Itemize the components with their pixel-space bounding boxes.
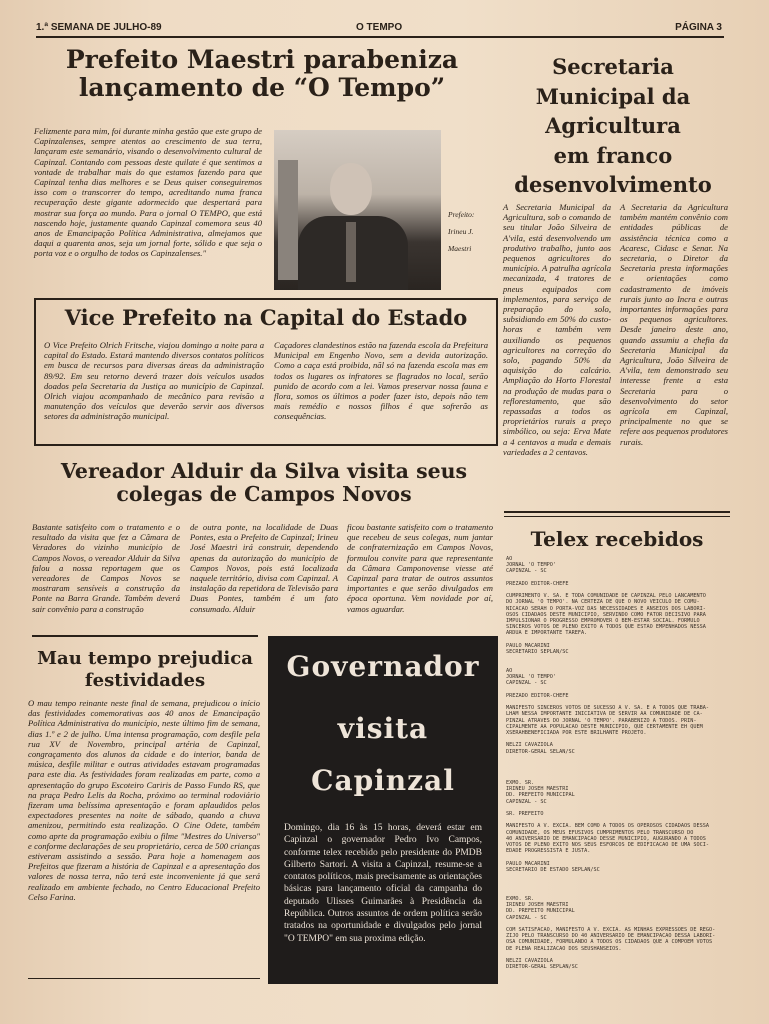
telex-rule-top2 bbox=[504, 516, 730, 517]
header-rule bbox=[36, 36, 724, 38]
headline-line: desenvolvimento bbox=[514, 172, 712, 197]
caption-line: Prefeito: bbox=[448, 210, 475, 219]
newspaper-name: O TEMPO bbox=[356, 22, 403, 33]
photo-caption bbox=[448, 206, 474, 257]
mayor-photo bbox=[274, 130, 441, 290]
article-vereador-col1: Bastante satisfeito com o tratamento e o resultado da visita que fez a Câmara de Veradores do vizinho município de Campos Novos, o vereador Alduir da Silva falou a nossa reportagem que os vereadores de Campos Novos se mostraram sensíveis a construção da Ponte na Barra Grande. Também deverá sair convênio para a construção bbox=[32, 522, 180, 614]
headline-line: festividades bbox=[84, 670, 206, 691]
face-shape bbox=[330, 163, 372, 215]
article-agricultura-col2: A Secretaria da Agricultura também mantém convênio com entidades públicas de assistência técnica como a Acaresc, Cidasc e Senar. Na secretaria, o Diretor da Secretaria presta informações e orientações como cadastramento de imóveis rurais junto ao Incra e outras importantes informações para os pequenos agricultores. Desde janeiro deste ano, quando assumiu a chefia da Secretaria Municipal da Agricultura, João Silveira de A'vila, tem demonstrado seu interesse frente a esta Secretaria para o desenvolvimento do setor agrícola em Capinzal, principalmente no que se refere aos pequenos produtores rurais. bbox=[620, 202, 728, 447]
headline-line: lançamento de “O Tempo” bbox=[78, 73, 446, 102]
article-vice-prefeito-headline: Vice Prefeito na Capital do Estado bbox=[64, 305, 468, 330]
headline-line: Capinzal bbox=[311, 764, 455, 797]
article-vereador-col2: de outra ponte, na localidade de Duas Pontes, esta o Prefeito de Capinzal; Irineu José Maestri irá construir, dependendo apenas da autorização do município de Campos Novos, pois está localizada naquele território, divisa com Capinzal. A instalação da repetidora de Televisão para Duas Pontes, também é um fato consumado. Alduir bbox=[190, 522, 338, 614]
page-header bbox=[36, 22, 722, 36]
tie-shape bbox=[346, 222, 356, 282]
issue-date: 1.ª SEMANA DE JULHO-89 bbox=[36, 22, 162, 33]
headline-line: em franco bbox=[553, 142, 673, 168]
telex-message-1: AO JORNAL 'O TEMPO' CAPINZAL - SC PREZADO EDITOR-CHEFE CUMPRIMENTO V. SA. E TODA COMUNIDADE DE CAPINZAL PELO LANCAMENTO DO JORNAL 'O TEMPO'. NA CERTEZA DE QUE O NOVO VEICULO DE COMU- NICACAO SERAH O PORTA-VOZ DAS NECESSIDADES E ANSEIOS DOS LABORI- OSOS CIDADAOS DESTE MUNICIPIO, SERVINDO COMO FATOR DECISIVO PARA IMPULSIONAR O PROGRESSO EMPROMOVER O BEM-ESTAR SOCIAL. FORMULO SINCEROS VOTOS DE PLENO EXITO A TODOS QUE ESTAO EMPENHADOS NESSA ARDUA E IMPORTANTE TAREFA. PAULO MACARINI SECRETARIO SEPLAN/SC bbox=[506, 556, 706, 656]
headline-line: visita bbox=[337, 712, 429, 745]
article-agricultura-col1: A Secretaria Municipal da Agricultura, sob o comando de seu titular João Silveira de A'vila, está desenvolvendo um produtivo trabalho, junto aos pequenos agricultores do município. A patrulha agrícola mecanizada, 4 tratores de pneus equipados com implementos, para serviço de preparação do solo, subsidiando em 50% do custo-horas e também vem auxiliando os pequenos agricultores na correção do solo, pagando 50% da aquisição do calcário. Ampliação do Horto Florestal na produção de mudas para o reflorestamento, que são repassadas a todos os proprietários rurais a preço simbólico, ou seja: Erva Mate a 4 centavos a muda e demais variedades a 2 centavos. bbox=[503, 202, 611, 457]
article-vice-prefeito-box bbox=[34, 298, 498, 446]
caption-line: Irineu J. bbox=[448, 227, 474, 236]
telex-message-2: AO JORNAL 'O TEMPO' CAPINZAL - SC PREZADO EDITOR-CHEFE MANIFESTO SINCEROS VOTOS DE SUCESSO A V. SA. E A TODOS QUE TRABA- LHAM NESSA IMPORTANTE INICIATIVA DE SERVIR AA COMUNIDADE DE CA- PINZAL ATRAVES DO JORNAL 'O TEMPO'. PARABENIZO A TODOS. PRIN- CIPALMENTE AA POPULACAO DESTE MUNICIPIO, QUE CERTAMENTE EH QUEM XSERAHBENEFICIADA POR ESTE BRILHANTE PROJETO. NELZI CAVAZIOLA DIRETOR-GERAL SELAN/SC bbox=[506, 668, 710, 755]
article-governador-box bbox=[268, 636, 498, 984]
headline-line: colegas de Campos Novos bbox=[116, 481, 412, 506]
bottom-rule bbox=[28, 978, 260, 979]
flag-shape bbox=[278, 160, 298, 280]
page-number: PÁGINA 3 bbox=[675, 22, 722, 33]
article-agricultura-headline bbox=[506, 52, 720, 200]
article-cacadores-col2: Caçadores clandestinos estão na fazenda escola da Prefeitura Municipal em Engenho Novo, sem a devida autorização. Como a caça está proibida, nãl só na fazenda escola mas em todos os lugares os infratores se flagrados no local, serão punido de acordo com a lei. Vamos preservar nossa fauna e flora, somos os últimos a poder fazer isto, depois não tem mais remédio e nossos filhos é que sofrerão as consequências. bbox=[274, 340, 488, 422]
article-telex-headline: Telex recebidos bbox=[530, 527, 704, 551]
headline-line: Secretaria bbox=[552, 54, 674, 79]
article-vereador-headline bbox=[34, 460, 494, 506]
article-governador-body: Domingo, dia 16 às 15 horas, deverá estar em Capinzal o governador Pedro Ivo Campos, conforme telex recebido pelo presidente do PMDB Gilberto Sartori. A visita a Capinzal, resume-se a contatos políticos, mais precisamente as orientações básicas para lançamento oficial da campanha do deputado Ulisses Guimarães à Presidência da República. Outros assuntos de ordem política serão tratados na oportunidade e divulgados pelo jornal "O TEMPO" em sua proxima edição. bbox=[284, 823, 482, 944]
article-prefeito-body: Felizmente para mim, foi durante minha gestão que este grupo de Capinzalenses, sempre atentos ao crescimento de sua terra, lançaram este semanário, visando o desenvolvimento cultural de Capinzal. Contando com pessoas deste quilate é que sentimos a vontade de trabalhar mais do que estamos fazendo para que Capinzal tenha dias melhores e se Deus quiser conseguiremos isso com o transcorrer do tempo, acreditando numa franca recuperação deste gigante adormecido que despertará para mostrar sua força ao mundo. Para o jornal O TEMPO, que está nascendo hoje, justamente quando Capinzal comemora seus 40 anos de Emancipação Política Administrativa, almejamos que daqui a quarenta anos, seja um jornal forte, sólido e que seja o porta voz e o orgulho de todos os Capinzalenses." bbox=[34, 126, 262, 259]
headline-line: Prefeito Maestri parabeniza bbox=[65, 45, 459, 74]
caption-line: Maestri bbox=[448, 244, 472, 253]
article-prefeito-headline bbox=[34, 46, 490, 102]
headline-line: Municipal da bbox=[535, 83, 691, 109]
article-mau-tempo-body: O mau tempo reinante neste final de semana, prejudicou o início das festividades comemorativas aos 40 anos de Emancipação Política Administrativa do município, neste último fim de semana, dias 1.º e 2 de julho. Uma intensa programação, com desfile pela rua XV de Novembro, principal artéria de Capinzal, congraçamento dos alunos da cidade e do interior, banda de música, desfile militar e outras atividades estavam programadas para este dia. As festividades foram realizadas em parte, como a apresentação do grupo Escoteiro Cariris de Passo Fundo RS, que na praça Pedro Lelis da Rocha, próximo ao terminal rodoviário fizeram uma belíssima apresentação e foram aplaudidos pelos expectadores presentes na noite de sábado, quando a chuva amenizou, permitindo esta realização. O Cine Odete, também como aprte da programação exibiu o filme "Mestres do Universo" e conforme declarações de seu proprietário, cerca de 500 crianças estiveram assistindo a sessão. Para hoje a homenagem aos Prefeitos que fizeram a história de Capinzal e a apresentação dos valores de nossa terra, não terá este inconveniente já que será realizado em ambiente fechado, no Centro Educacional Prefeito Celso Farina. bbox=[28, 698, 260, 902]
telex-message-3: EXMO. SR. IRINEU JOSEH MAESTRI DD. PREFEITO MUNICIPAL CAPINZAL - SC SR. PREFEITO MANIFESTO A V. EXCIA. BEM COMO A TODOS OS OPEROSOS CIDADAOS DESSA COMUNIDADE, OS MEUS EFUSIVOS CUMPRIMENTOS PELO TRANSCURSO DO 40 ANIVERSARIO DE EMANCIPACAO DESSE MUNICIPIO, AUGURANDO A TODOS VOTOS DE PLENO EXITO NOS SEUS ESFORCOS DE EDIFICACAO DE UMA SOCI- EDADE PROGRESSISTA E JUSTA. PAULO MACARINI SECRETARIO DE ESTADO SEPLAN/SC bbox=[506, 780, 710, 873]
article-vereador-col3: ficou bastante satisfeito com o tratamento que recebeu de seus colegas, num jantar de confraternização em Campos Novos, formulou convite para que representante da Câmara Camponovense viesse até Capinzal para tratar de outros assuntos importantes e que serão divulgados em época oportuna. Vem novidade por aí, vamos aguardar. bbox=[347, 522, 493, 614]
headline-line: Agricultura bbox=[545, 113, 681, 138]
section-rule bbox=[32, 635, 258, 637]
headline-line: Vereador Alduir da Silva visita seus bbox=[60, 459, 468, 483]
article-mau-tempo-headline bbox=[32, 648, 258, 692]
article-vice-prefeito-col1: O Vice Prefeito Olrich Fritsche, viajou domingo a noite para a capital do Estado. Estará mantendo diversos contatos políticos em busca de recursos para diversas áreas da administração 89/92. Em seu retorno deverá trazer dois veículos usados doados pela Secretaria da Justiça ao município de Capinzal. Olrich viajou acompanhado de mecânico para revisão a manutenção dos veículos que deverão servir aos diversos setores da administração municipal. bbox=[44, 340, 264, 422]
telex-message-4: EXMO. SR. IRINEU JOSEH MAESTRI DD. PREFEITO MUNICIPAL CAPINZAL - SC COM SATISFACAO, MANIFESTO A V. EXCIA. AS MINHAS EXPRESSOES DE REGO- ZIJO PELO TRANSCURSO DO 40 ANIVERSARIO DE EMANCIPACAO DESSA LABORI- OSA COMUNIDADE, FORMULANDO A TODOS OS CIDADAOS QUE A COMPOEM VOTOS DE PLENA REALIZACAO DOS SEUSHANSEIOS. NELZI CAVAZIOLA DIRETOR-GERAL SEPLAN/SC bbox=[506, 896, 716, 971]
telex-rule-top bbox=[504, 511, 730, 513]
headline-line: Governador bbox=[286, 650, 480, 683]
headline-line: Mau tempo prejudica bbox=[37, 648, 253, 669]
